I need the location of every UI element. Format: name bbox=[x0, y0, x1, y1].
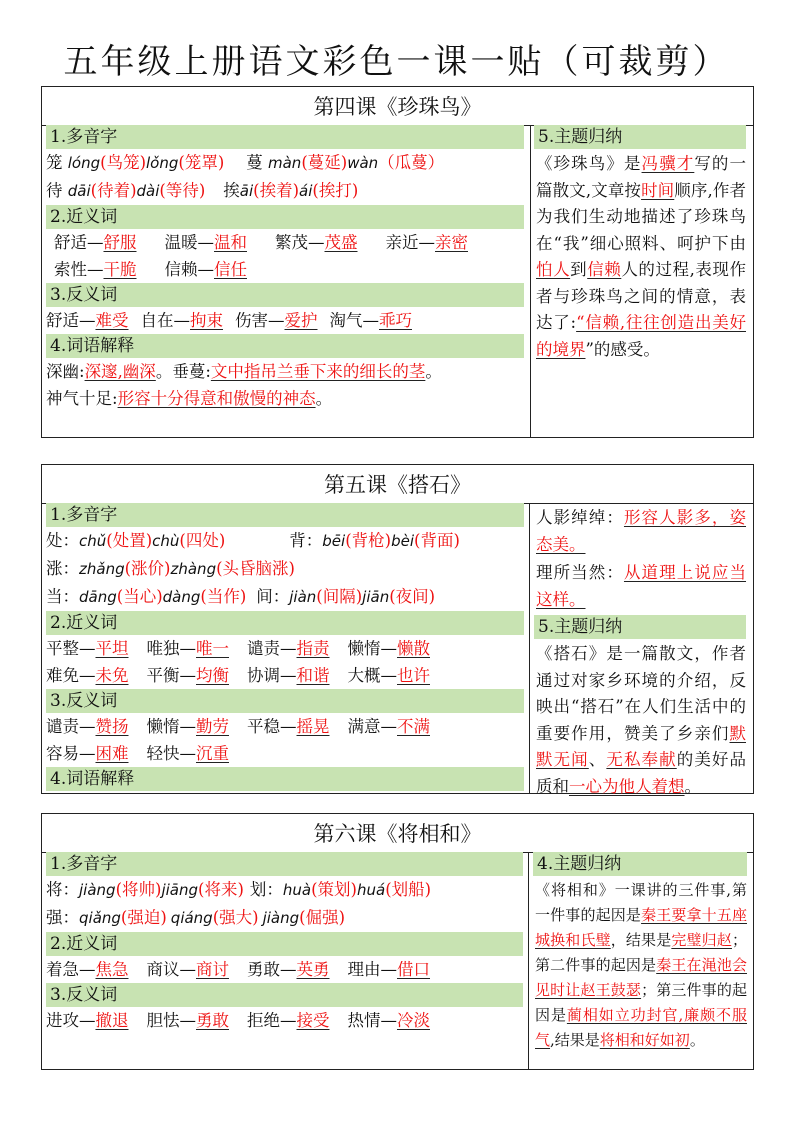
pinyin: màn bbox=[268, 154, 302, 172]
paren: ) bbox=[164, 559, 171, 578]
term: 满意— bbox=[347, 717, 397, 736]
term: 理由— bbox=[347, 960, 397, 979]
polyphone-line bbox=[46, 583, 524, 611]
paren: ( bbox=[120, 908, 128, 927]
term: 伤害— bbox=[235, 311, 285, 330]
term: 商议— bbox=[146, 960, 196, 979]
pinyin: huá bbox=[356, 881, 386, 899]
term: 深幽: bbox=[46, 362, 85, 381]
paren: ) bbox=[145, 531, 153, 550]
answer: 勇敢 bbox=[196, 1011, 229, 1030]
answer: 商讨 bbox=[196, 960, 229, 979]
paren: ) bbox=[160, 908, 167, 927]
paren: ( bbox=[179, 531, 186, 550]
lesson-6-right bbox=[533, 852, 747, 1053]
answer: 懒散 bbox=[397, 639, 430, 658]
word: 间隔 bbox=[322, 587, 356, 606]
paren: ) bbox=[384, 531, 392, 550]
pinyin: āi bbox=[239, 182, 254, 200]
paren: ) bbox=[198, 181, 206, 200]
pinyin: jiān bbox=[362, 588, 390, 606]
answer: 接受 bbox=[296, 1011, 330, 1030]
term: 拒绝— bbox=[247, 1011, 297, 1030]
paren: ( bbox=[253, 181, 260, 200]
paren: ( bbox=[301, 153, 308, 172]
paren: ) bbox=[424, 880, 432, 899]
paren: ( bbox=[90, 181, 98, 200]
paren: ( bbox=[389, 587, 396, 606]
word: 等待 bbox=[165, 181, 199, 200]
char: 将： bbox=[46, 880, 79, 899]
term: 唯独— bbox=[146, 639, 196, 658]
paren: ) bbox=[351, 181, 359, 200]
theme-paragraph bbox=[533, 876, 747, 1053]
pinyin: zhǎng bbox=[79, 560, 125, 578]
answer: “信赖,往往创造出美好的境界 bbox=[536, 313, 746, 359]
answer: 舒服 bbox=[103, 233, 137, 252]
lesson-5-header: 第五课《搭石》 bbox=[42, 465, 753, 504]
word: 背面 bbox=[420, 531, 454, 550]
term: 胆怯— bbox=[146, 1011, 196, 1030]
answer: 困难 bbox=[95, 744, 129, 763]
answer: 英勇 bbox=[296, 960, 330, 979]
answer: 冷淡 bbox=[397, 1011, 430, 1030]
text: ”的感受。 bbox=[585, 339, 660, 359]
answer: 无私奉献 bbox=[606, 750, 677, 769]
polyphone-line bbox=[46, 555, 524, 583]
char: 间： bbox=[256, 587, 290, 606]
term: 着急— bbox=[46, 960, 96, 979]
antonym-line bbox=[46, 740, 524, 767]
answer: 难受 bbox=[95, 311, 129, 330]
answer: 从道理上说应当这样。 bbox=[536, 563, 747, 609]
word: 鸟笼 bbox=[106, 153, 140, 172]
paren: ( bbox=[312, 181, 319, 200]
text: 。 bbox=[684, 776, 701, 796]
word: 挨着 bbox=[259, 181, 293, 200]
pinyin: jiàng bbox=[79, 881, 116, 899]
pinyin: dāi bbox=[67, 182, 91, 200]
term: 勇敢— bbox=[247, 960, 297, 979]
pinyin: dài bbox=[136, 182, 160, 200]
answer: 拘束 bbox=[190, 311, 223, 330]
answer: 蔺相如立功封官,廉颇不服气 bbox=[535, 1006, 747, 1049]
answer: 摇晃 bbox=[296, 717, 330, 736]
word: 涨价 bbox=[131, 559, 165, 578]
pinyin: ái bbox=[299, 182, 313, 200]
paren: ) bbox=[338, 908, 346, 927]
char: 强： bbox=[46, 908, 79, 927]
term: 舒适— bbox=[46, 311, 96, 330]
text: 到 bbox=[570, 260, 588, 279]
section-synonyms: 2.近义词 bbox=[46, 205, 524, 229]
synonym-line bbox=[46, 229, 524, 256]
polyphone-line bbox=[46, 904, 523, 932]
word: 划船 bbox=[391, 880, 425, 899]
pinyin: qiǎng bbox=[79, 909, 121, 927]
word: 背枪 bbox=[351, 531, 385, 550]
paren: ) bbox=[130, 181, 137, 200]
term: 懒惰— bbox=[347, 639, 397, 658]
answer: 将相和好如初 bbox=[599, 1031, 690, 1049]
term: 大概— bbox=[347, 666, 397, 685]
definition-entry bbox=[534, 558, 746, 615]
pinyin: wàn bbox=[347, 154, 379, 172]
paren: ） bbox=[427, 153, 445, 172]
paren: ) bbox=[139, 153, 146, 172]
section-synonyms: 2.近义词 bbox=[46, 932, 523, 956]
paren: ( bbox=[198, 880, 205, 899]
answer: 信任 bbox=[214, 260, 247, 279]
pinyin: dāng bbox=[79, 588, 117, 606]
section-antonyms: 3.反义词 bbox=[46, 283, 524, 307]
paren: ) bbox=[453, 531, 460, 550]
answer: 均衡 bbox=[196, 666, 229, 685]
section-polyphone: 1.多音字 bbox=[46, 125, 524, 149]
char: 当： bbox=[46, 587, 79, 606]
polyphone-line bbox=[46, 876, 523, 904]
polyphone-line bbox=[46, 177, 524, 205]
term: 懒惰— bbox=[146, 717, 196, 736]
answer: 唯一 bbox=[196, 639, 229, 658]
paren: ( bbox=[385, 880, 392, 899]
term: 平稳— bbox=[247, 717, 297, 736]
text: 《珍珠鸟》是 bbox=[536, 154, 642, 173]
answer: 冯骥才 bbox=[641, 154, 695, 173]
term: 协调— bbox=[247, 666, 297, 685]
term: 热情— bbox=[347, 1011, 397, 1030]
char: 背： bbox=[289, 531, 323, 550]
char: 笼 bbox=[46, 153, 68, 172]
answer: 焦急 bbox=[95, 960, 129, 979]
answer: 干脆 bbox=[103, 260, 137, 279]
term: 进攻— bbox=[46, 1011, 96, 1030]
char: 划： bbox=[249, 880, 283, 899]
word: 将来 bbox=[204, 880, 238, 899]
answer: 撤退 bbox=[95, 1011, 129, 1030]
term: 温暖— bbox=[164, 233, 214, 252]
pinyin: zhàng bbox=[170, 560, 217, 578]
paren: ( bbox=[345, 531, 352, 550]
answer: 平坦 bbox=[95, 639, 129, 658]
paren: ) bbox=[350, 880, 357, 899]
answer: 秦王在渑池会见时让赵王鼓瑟 bbox=[535, 956, 747, 999]
word: 强迫 bbox=[127, 908, 161, 927]
answer: 未免 bbox=[95, 666, 129, 685]
answer: 亲密 bbox=[435, 233, 468, 252]
column-divider bbox=[528, 852, 529, 1069]
answer: 秦王要拿十五座城换和氏璧 bbox=[535, 906, 747, 949]
term: 淘气— bbox=[329, 311, 379, 330]
text: ；第三件事的起因是 bbox=[535, 981, 747, 1024]
answer: 和谐 bbox=[296, 666, 330, 685]
word: 挨打 bbox=[318, 181, 352, 200]
text: ；第二件事的起因是 bbox=[535, 931, 747, 974]
paren: ( bbox=[116, 587, 124, 606]
pinyin: jiāng bbox=[161, 881, 198, 899]
term: 亲近— bbox=[385, 233, 435, 252]
lesson-6-card bbox=[41, 813, 754, 1070]
word: 蔓延 bbox=[307, 153, 341, 172]
word: 将帅 bbox=[122, 880, 155, 899]
text: ，结果是 bbox=[610, 931, 672, 949]
pinyin: dàng bbox=[162, 588, 201, 606]
paren: ( bbox=[200, 587, 207, 606]
text: 《搭石》是一篇散文，作者通过对家乡环境的介绍，反映出“搭石”在人们生活中的重要作用，赞美了乡亲们 bbox=[536, 644, 746, 743]
lesson-4-header: 第四课《珍珠鸟》 bbox=[42, 87, 753, 126]
term: 。垂蔓: bbox=[155, 362, 211, 381]
char: 涨： bbox=[46, 559, 79, 578]
word: 夜间 bbox=[395, 587, 429, 606]
paren: ) bbox=[217, 153, 225, 172]
paren: ( bbox=[311, 880, 318, 899]
lesson-5-card bbox=[41, 464, 754, 794]
answer: 一心为他人着想 bbox=[569, 776, 685, 796]
lesson-6-left bbox=[46, 852, 523, 1034]
word: 当心 bbox=[123, 587, 157, 606]
answer: 完璧归赵 bbox=[671, 931, 732, 949]
pinyin: jiàn bbox=[289, 588, 317, 606]
answer: 茂盛 bbox=[324, 233, 358, 252]
text: 《将相和》一课讲的三件事,第一件事的起因是 bbox=[535, 881, 747, 924]
paren: ) bbox=[428, 587, 436, 606]
term: 理所当然： bbox=[536, 563, 624, 582]
lesson-5-right bbox=[534, 503, 746, 800]
definition-line bbox=[46, 358, 524, 385]
paren: ( bbox=[212, 908, 220, 927]
answer: 形容十分得意和傲慢的神态 bbox=[117, 389, 316, 408]
word: 倔强 bbox=[305, 908, 339, 927]
punct: 。 bbox=[315, 389, 333, 408]
term: 轻快— bbox=[146, 744, 196, 763]
word: 头昏脑涨 bbox=[222, 559, 289, 578]
term: 索性— bbox=[54, 260, 104, 279]
answer: 形容人影多，姿态美。 bbox=[536, 508, 747, 554]
word: 笼罩 bbox=[184, 153, 218, 172]
term: 信赖— bbox=[164, 260, 214, 279]
answer: 温和 bbox=[214, 233, 247, 252]
answer: 乖巧 bbox=[379, 311, 412, 330]
term: 神气十足: bbox=[46, 389, 118, 408]
pinyin: bèi bbox=[391, 532, 414, 550]
answer: 信赖 bbox=[587, 260, 622, 279]
section-definitions: 4.词语解释 bbox=[46, 767, 524, 791]
synonym-line bbox=[46, 662, 524, 689]
text: ,结果是 bbox=[550, 1031, 600, 1049]
char: 处： bbox=[46, 531, 79, 550]
answer: 赞扬 bbox=[95, 717, 129, 736]
paren: ) bbox=[355, 587, 363, 606]
definition-line bbox=[46, 385, 524, 412]
term: 容易— bbox=[46, 744, 96, 763]
answer: 深邃,幽深 bbox=[84, 362, 156, 381]
polyphone-line bbox=[46, 527, 524, 555]
word: 待着 bbox=[97, 181, 131, 200]
paren: （ bbox=[378, 153, 395, 172]
section-antonyms: 3.反义词 bbox=[46, 983, 523, 1007]
answer: 爱护 bbox=[284, 311, 318, 330]
term: 谴责— bbox=[247, 639, 297, 658]
char: 待 bbox=[46, 181, 68, 200]
term: 舒适— bbox=[54, 233, 104, 252]
text: 顺序,作者为我们生动地描述了珍珠鸟在“我”细心照料、呵护下由 bbox=[536, 180, 747, 253]
section-theme: 4.主题归纳 bbox=[533, 852, 747, 876]
answer: 文中指吊兰垂下来的细长的茎 bbox=[210, 362, 426, 381]
definition-entry bbox=[534, 503, 746, 558]
pinyin: chù bbox=[152, 532, 180, 550]
answer: 也许 bbox=[397, 666, 430, 685]
paren: ) bbox=[155, 880, 162, 899]
paren: ( bbox=[124, 559, 132, 578]
pinyin: jiàng bbox=[262, 909, 300, 927]
text: 的美好品质和 bbox=[536, 750, 747, 796]
term: 繁茂— bbox=[275, 233, 325, 252]
lesson-4-right bbox=[534, 125, 746, 363]
antonym-line bbox=[46, 713, 524, 740]
answer: 不满 bbox=[397, 717, 430, 736]
word: 当作 bbox=[206, 587, 240, 606]
section-definitions: 4.词语解释 bbox=[46, 334, 524, 358]
answer: 勤劳 bbox=[196, 717, 229, 736]
synonym-line bbox=[46, 635, 524, 662]
synonym-line bbox=[46, 956, 523, 983]
answer: 借口 bbox=[397, 960, 430, 979]
paren: ) bbox=[237, 880, 244, 899]
pinyin: qiáng bbox=[170, 909, 213, 927]
term: 谴责— bbox=[46, 717, 96, 736]
paren: ( bbox=[216, 559, 223, 578]
theme-paragraph bbox=[534, 149, 746, 363]
paren: ( bbox=[178, 153, 185, 172]
section-synonyms: 2.近义词 bbox=[46, 611, 524, 635]
term: 平整— bbox=[46, 639, 96, 658]
text: 人的过程,表现作者与珍珠鸟之间的情意，表达了: bbox=[536, 260, 746, 332]
term: 难免— bbox=[46, 666, 96, 685]
antonym-line bbox=[46, 307, 524, 334]
word: 强大 bbox=[219, 908, 253, 927]
word: 处置 bbox=[112, 531, 146, 550]
pinyin: bēi bbox=[322, 532, 346, 550]
lesson-5-left bbox=[46, 503, 524, 791]
synonym-line bbox=[46, 256, 524, 283]
section-polyphone: 1.多音字 bbox=[46, 503, 524, 527]
answer: 怕人 bbox=[536, 260, 571, 279]
paren: ) bbox=[218, 531, 226, 550]
section-theme: 5.主题归纳 bbox=[534, 125, 746, 149]
term: 自在— bbox=[140, 311, 190, 330]
char: 挨 bbox=[223, 181, 240, 200]
column-divider bbox=[530, 125, 531, 437]
paren: ) bbox=[292, 181, 300, 200]
punct: 。 bbox=[425, 362, 442, 381]
lesson-6-header: 第六课《将相和》 bbox=[42, 814, 753, 853]
polyphone-line bbox=[46, 149, 524, 177]
lesson-4-card bbox=[41, 86, 754, 438]
text: 写的一篇散文,文章按 bbox=[536, 154, 747, 200]
paren: ( bbox=[106, 531, 113, 550]
pinyin: lǒng bbox=[146, 154, 179, 172]
text: 。 bbox=[689, 1031, 705, 1049]
section-theme: 5.主题归纳 bbox=[534, 615, 746, 639]
paren: ) bbox=[252, 908, 259, 927]
paren: ( bbox=[159, 181, 166, 200]
section-polyphone: 1.多音字 bbox=[46, 852, 523, 876]
pinyin: huà bbox=[282, 881, 312, 899]
paren: ( bbox=[414, 531, 421, 550]
text: 、 bbox=[588, 750, 607, 769]
paren: ) bbox=[239, 587, 247, 606]
char: 蔓 bbox=[246, 153, 268, 172]
paren: ) bbox=[156, 587, 163, 606]
theme-paragraph bbox=[534, 639, 746, 800]
page-title: 五年级上册语文彩色一课一贴（可裁剪） bbox=[63, 42, 730, 82]
lesson-4-left bbox=[46, 125, 524, 412]
paren: ( bbox=[316, 587, 323, 606]
term: 平衡— bbox=[146, 666, 196, 685]
answer: 默默无闻 bbox=[536, 723, 746, 769]
answer: 指责 bbox=[296, 639, 330, 658]
paren: ) bbox=[288, 559, 295, 578]
column-divider bbox=[529, 503, 530, 793]
answer: 沉重 bbox=[196, 744, 229, 763]
paren: ( bbox=[299, 908, 306, 927]
answer: 时间 bbox=[641, 180, 675, 200]
paren: ( bbox=[115, 880, 122, 899]
antonym-line bbox=[46, 1007, 523, 1034]
paren: ( bbox=[100, 153, 107, 172]
word: 瓜蔓 bbox=[394, 153, 428, 172]
term: 人影绰绰： bbox=[536, 508, 624, 527]
pinyin: lóng bbox=[67, 154, 101, 172]
word: 四处 bbox=[185, 531, 219, 550]
section-antonyms: 3.反义词 bbox=[46, 689, 524, 713]
pinyin: chǔ bbox=[79, 532, 107, 550]
paren: ) bbox=[340, 153, 348, 172]
word: 策划 bbox=[317, 880, 351, 899]
